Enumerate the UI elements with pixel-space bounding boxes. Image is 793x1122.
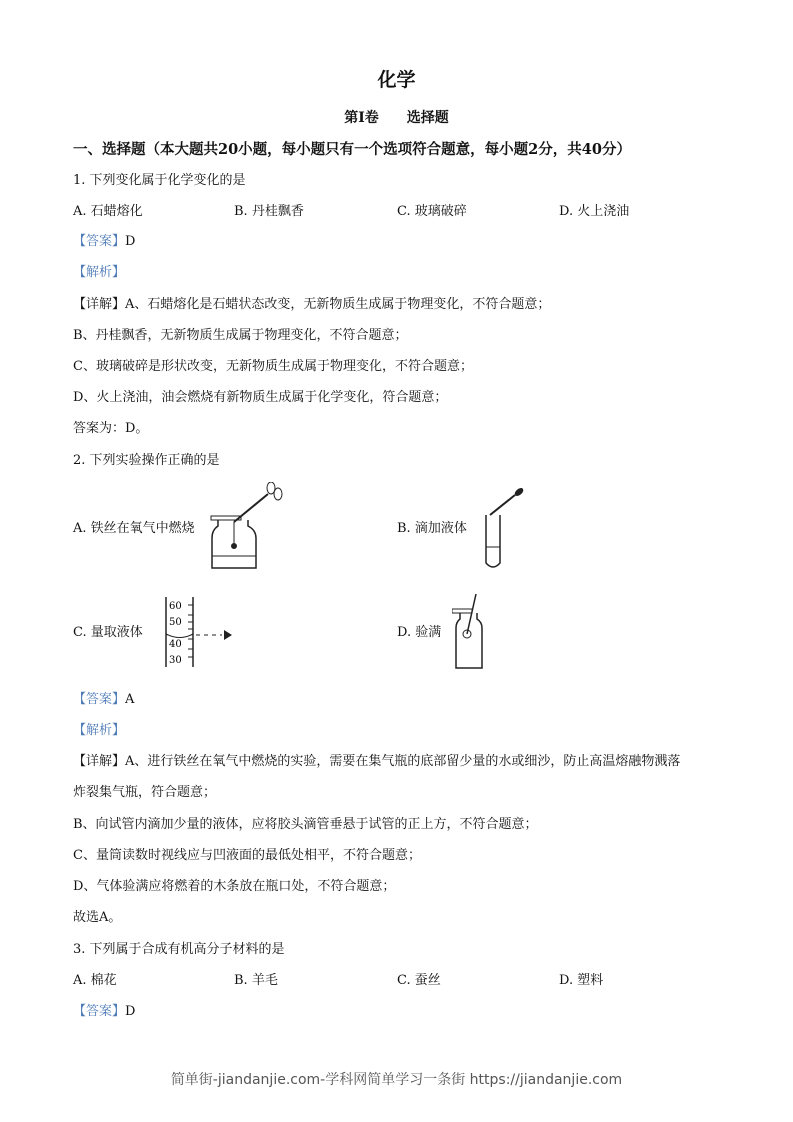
q3-option-b: B. 羊毛 — [234, 973, 278, 988]
q1-analysis-label: 【解析】 — [73, 265, 126, 280]
answer-value: A — [125, 692, 135, 707]
q1-detail-line: B、丹桂飘香，无新物质生成属于物理变化，不符合题意； — [73, 328, 408, 343]
q2-detail-line: 故选A。 — [73, 910, 122, 925]
q3-answer — [73, 1004, 135, 1020]
q1-detail-line: C、玻璃破碎是形状改变，无新物质生成属于物理变化，不符合题意； — [73, 359, 473, 374]
q2-detail-line: 【详解】A、进行铁丝在氧气中燃烧的实验，需要在集气瓶的底部留少量的水或细沙，防止高温熔融物溅落 — [73, 754, 681, 769]
answer-label: 【答案】 — [73, 234, 126, 249]
q1-detail-line: D、火上浇油，油会燃烧有新物质生成属于化学变化，符合题意； — [73, 390, 448, 405]
answer-label: 【答案】 — [73, 692, 126, 707]
q2-option-a: A. 铁丝在氧气中燃烧 — [73, 521, 195, 536]
q1-stem: 1. 下列变化属于化学变化的是 — [73, 173, 246, 188]
tick-label: 30 — [169, 655, 182, 666]
q1-option-b: B. 丹桂飘香 — [234, 204, 304, 219]
q1-detail-line: 答案为：D。 — [73, 421, 149, 436]
answer-value: D — [125, 1004, 136, 1019]
q1-option-a: A. 石蜡熔化 — [73, 204, 143, 219]
tick-label: 50 — [169, 617, 182, 628]
answer-label: 【答案】 — [73, 1004, 126, 1019]
answer-value: D — [125, 234, 136, 249]
q3-option-c: C. 蚕丝 — [397, 973, 441, 988]
eye-icon — [224, 630, 232, 640]
graduated-cylinder-figure — [160, 595, 240, 670]
q2-option-b: B. 滴加液体 — [397, 521, 467, 536]
q2-option-d: D. 验满 — [397, 625, 442, 640]
footer-watermark: 简单街-jiandanjie.com-学科网简单学习一条街 https://jiandanjie.com — [170, 1072, 623, 1088]
dropper-test-tube-figure — [480, 485, 530, 575]
q2-analysis-label: 【解析】 — [73, 723, 126, 738]
q2-detail-line: B、向试管内滴加少量的液体，应将胶头滴管垂悬于试管的正上方，不符合题意； — [73, 817, 538, 832]
q1-option-c: C. 玻璃破碎 — [397, 204, 467, 219]
q2-stem: 2. 下列实验操作正确的是 — [73, 453, 220, 468]
q1-detail-line: 【详解】A、石蜡熔化是石蜡状态改变，无新物质生成属于物理变化，不符合题意； — [73, 297, 551, 312]
tick-label: 60 — [169, 601, 182, 612]
q2-answer — [73, 692, 134, 708]
q3-option-d: D. 塑料 — [559, 973, 604, 988]
volume-heading: 第I卷 选择题 — [344, 110, 449, 126]
q2-detail-line: 炸裂集气瓶，符合题意； — [73, 785, 217, 800]
q2-detail-line: D、气体验满应将燃着的木条放在瓶口处，不符合题意； — [73, 879, 396, 894]
q1-option-d: D. 火上浇油 — [559, 204, 630, 219]
tick-label: 40 — [169, 639, 182, 650]
q3-stem: 3. 下列属于合成有机高分子材料的是 — [73, 942, 285, 957]
gas-full-test-figure — [452, 592, 502, 672]
iron-wire-combustion-figure — [208, 482, 283, 572]
q1-answer — [73, 234, 135, 250]
section-heading: 一、选择题（本大题共20小题，每小题只有一个选项符合题意，每小题2分，共40分） — [73, 141, 631, 158]
q2-option-c: C. 量取液体 — [73, 625, 143, 640]
doc-title: 化学 — [377, 69, 416, 91]
q3-option-a: A. 棉花 — [73, 973, 117, 988]
q2-detail-line: C、量筒读数时视线应与凹液面的最低处相平，不符合题意； — [73, 848, 421, 863]
